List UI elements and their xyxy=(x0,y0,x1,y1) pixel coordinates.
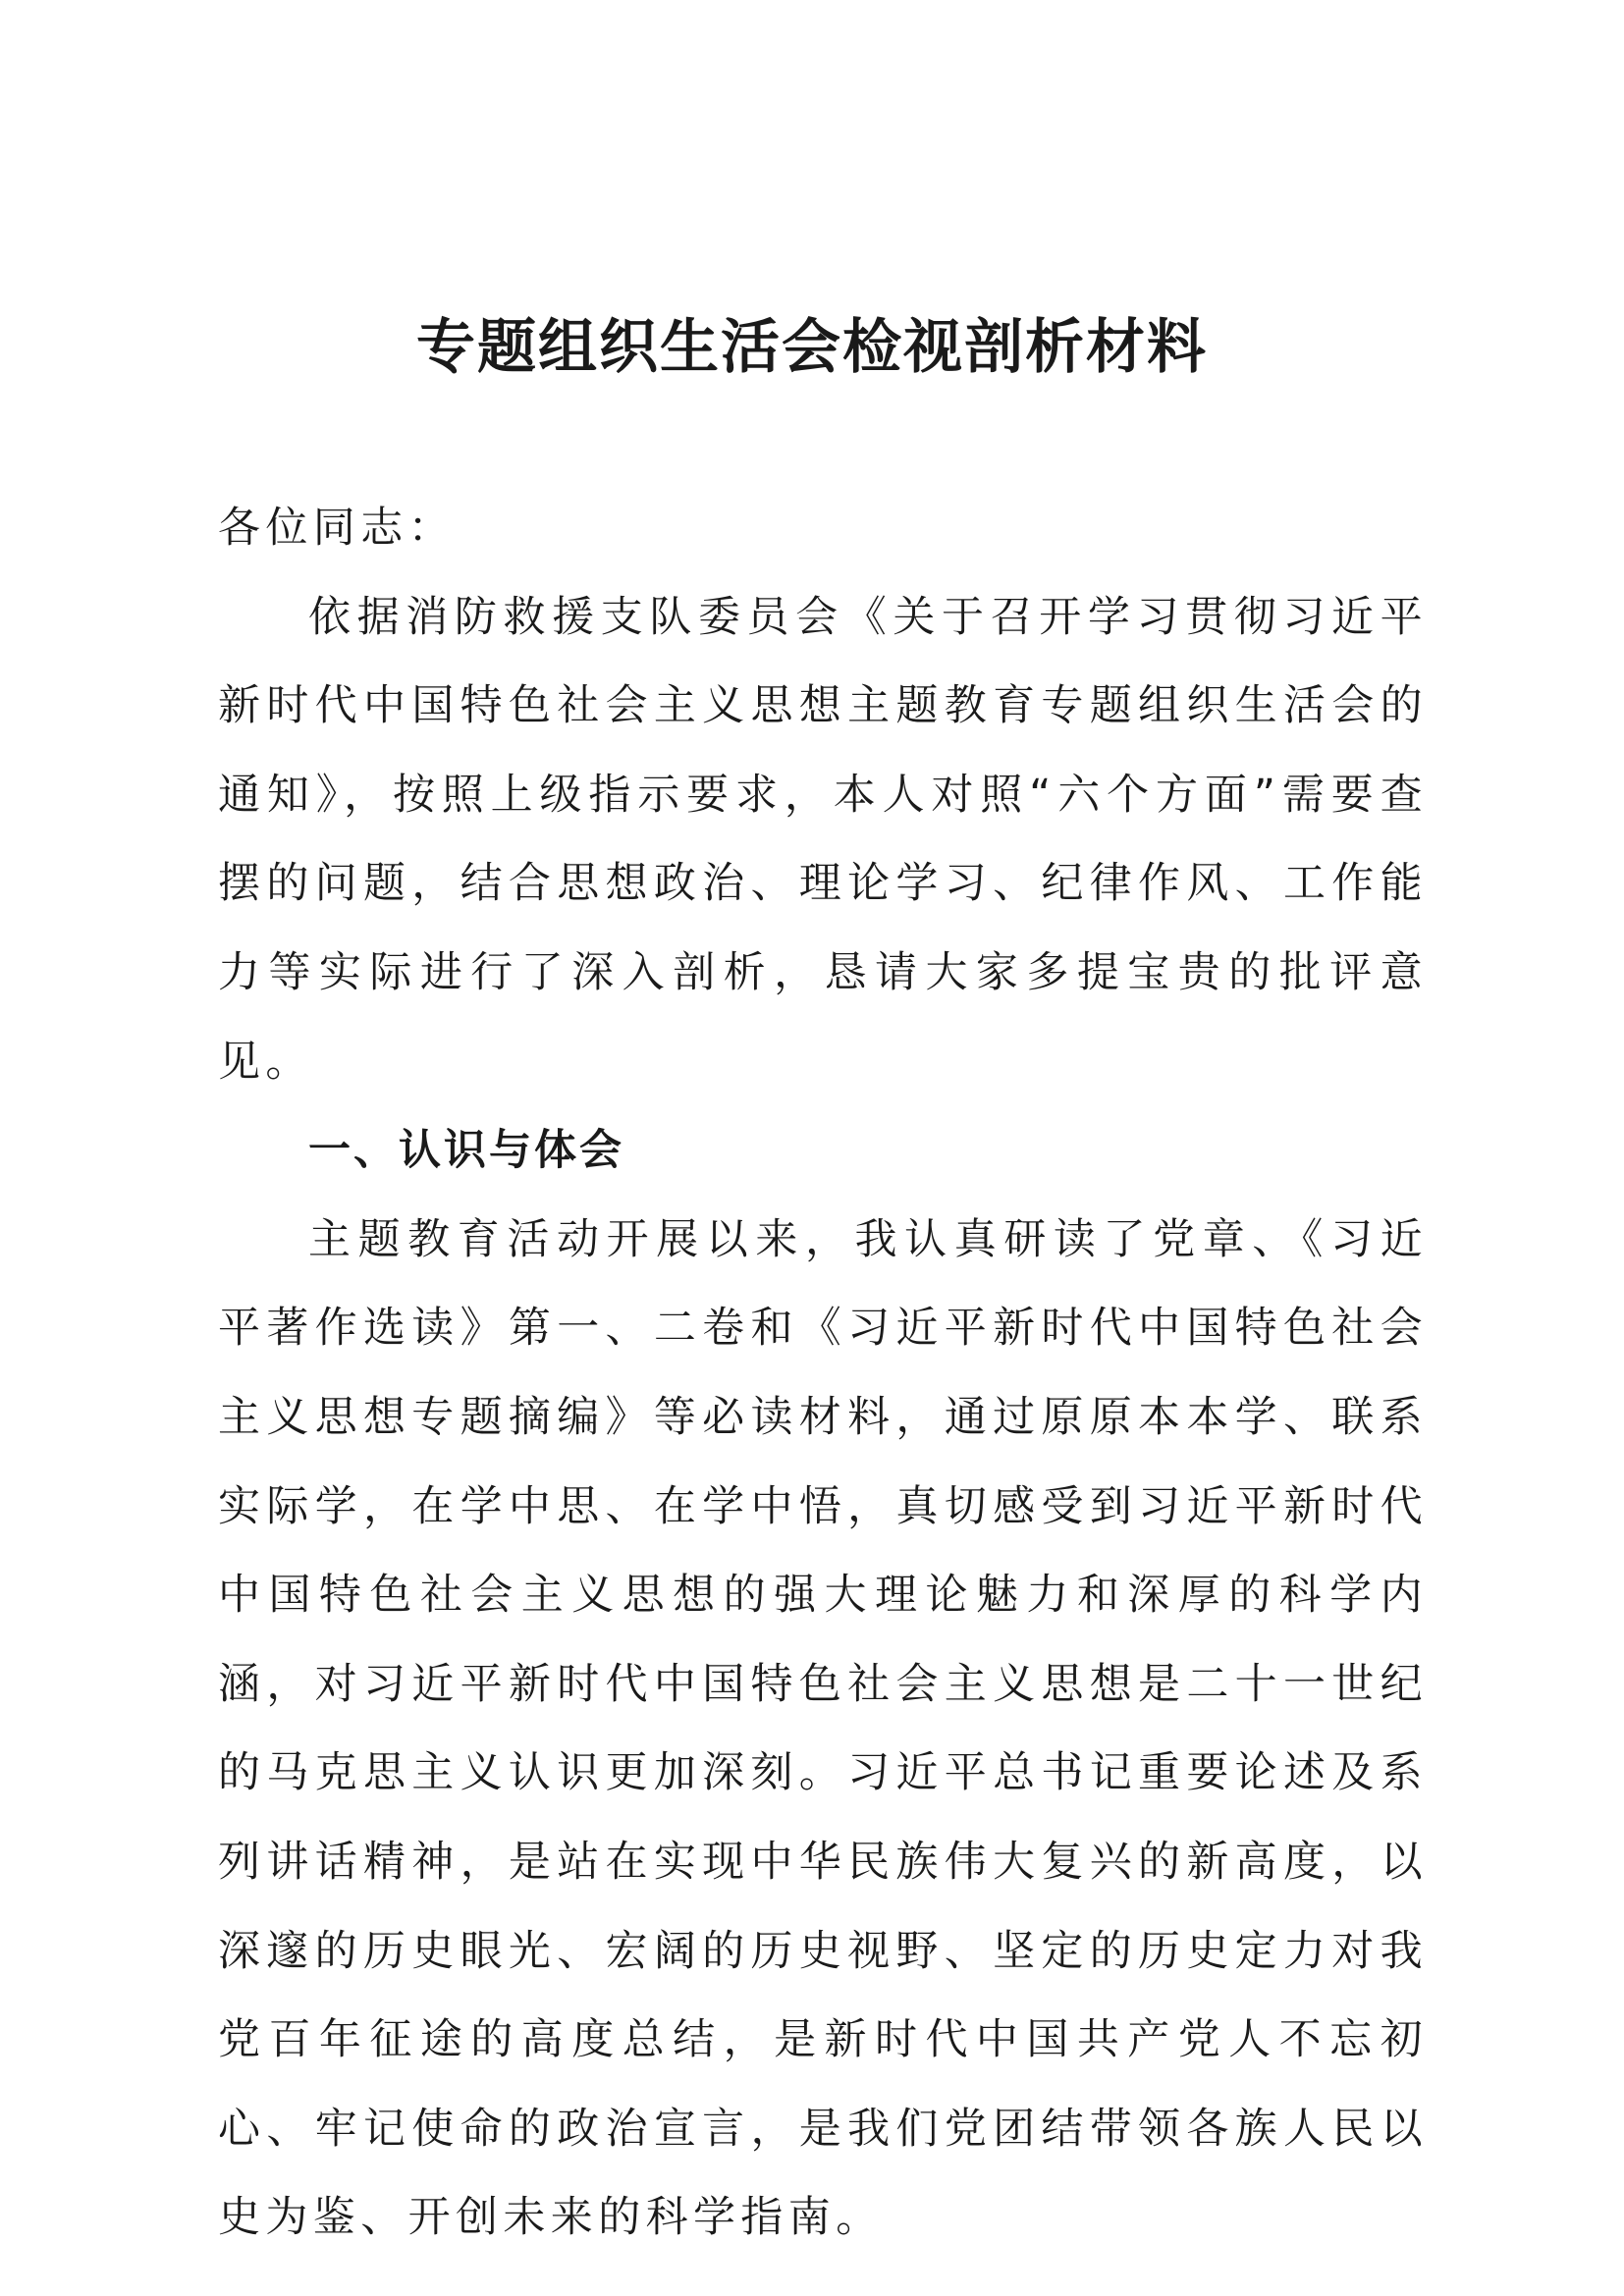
section-heading: 一、认识与体会 xyxy=(308,1126,624,1176)
section-paragraph: 主题教育活动开展以来，我认真研读了党章、《习近平著作选读》第一、二卷和《习近平新时代中国特色社会主义思想专题摘编》等必读材料，通过原原本本学、联系实际学，在学中思、在学中悟，真切感受到习近平新时代中国特色社会主义思想的强大理论魅力和深厚的科学内涵，对习近平新时代中国特色社会主义思想是二十一世纪的马克思主义认识更加深刻。习近平总书记重要论述及系列讲话精神，是站在实现中华民族伟大复兴的新高度，以深邃的历史眼光、宏阔的历史视野、坚定的历史定力对我党百年征途的高度总结，是新时代中国共产党人不忘初心、牢记使命的政治宣言，是我们党团结带领各族人民以史为鉴、开创未来的科学指南。 xyxy=(218,1214,1428,2243)
intro-paragraph: 依据消防救援支队委员会《关于召开学习贯彻习近平新时代中国特色社会主义思想主题教育专题组织生活会的通知》，按照上级指示要求，本人对照“六个方面”需要查摆的问题，结合思想政治、理论学习、纪律作风、工作能力等实际进行了深入剖析，恳请大家多提宝贵的批评意见。 xyxy=(218,592,1429,1087)
document-title: 专题组织生活会检视剖析材料 xyxy=(416,313,1208,382)
salutation: 各位同志： xyxy=(218,504,456,553)
document-body xyxy=(218,484,1428,2263)
